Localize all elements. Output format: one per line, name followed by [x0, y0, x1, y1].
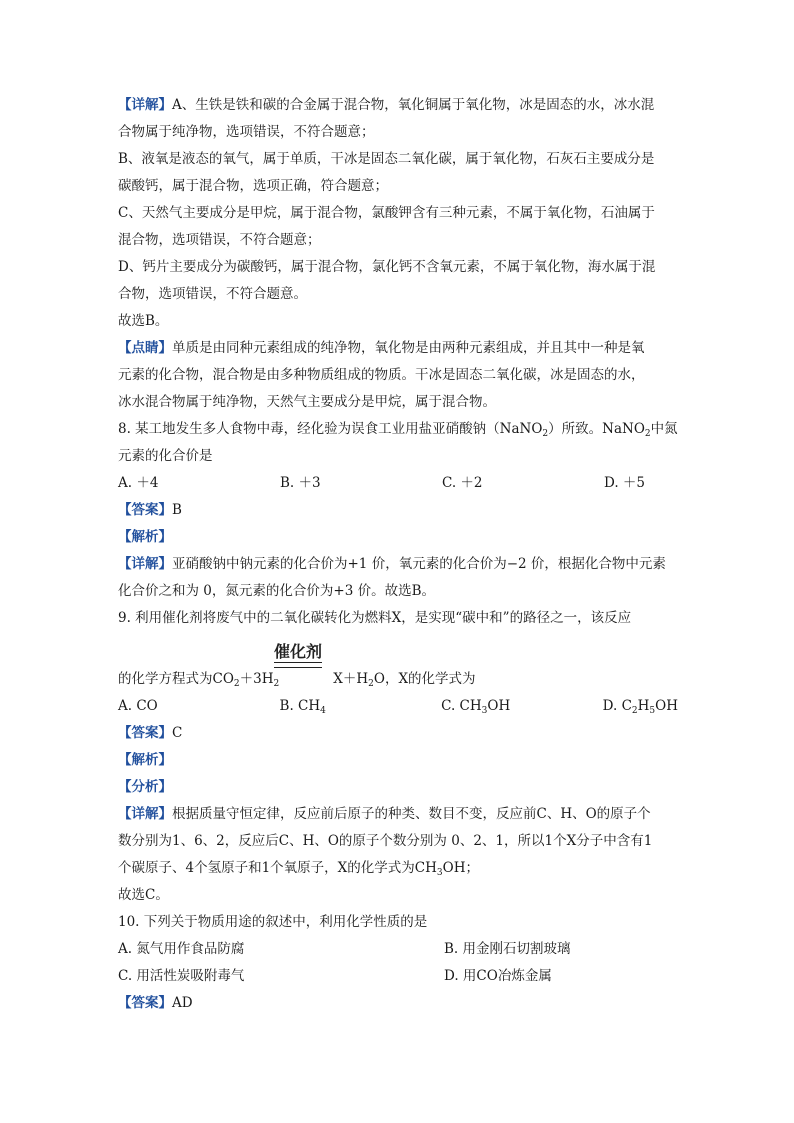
- q10-option-c: C. 用活性炭吸附毒气: [118, 968, 245, 984]
- q9-option-c: C. $CH_3OH$: [441, 698, 511, 716]
- q8-option-b: B. ＋3: [280, 475, 321, 491]
- q8-stem-line2: 元素的化合价是: [118, 448, 213, 464]
- q9-answer: 【答案】C: [118, 725, 183, 741]
- q8-option-c: C. ＋2: [442, 475, 483, 491]
- q9-catalyst-row: [118, 632, 678, 666]
- q9-option-d: D. $C_2H_5OH$: [602, 698, 678, 716]
- q9-fenxi: 【分析】: [118, 779, 172, 795]
- q9-option-a: A. CO: [118, 698, 158, 714]
- q8-detail-line: 化合价之和为 0，氮元素的化合价为+3 价。故选B。: [118, 583, 435, 599]
- q10-answer: 【答案】AD: [118, 995, 193, 1011]
- q7-detail-line: 合物属于纯净物，选项错误，不符合题意；: [118, 124, 375, 140]
- q7-detail-line: 【详解】A、生铁是铁和碳的合金属于混合物，氧化铜属于氧化物，冰是固态的水，冰水混: [118, 97, 655, 113]
- q7-point-line: 元素的化合物，混合物是由多种物质组成的物质。干冰是固态二氧化碳，冰是固态的水，: [118, 367, 645, 383]
- q7-choose: 故选B。: [118, 313, 169, 329]
- q9-analysis: 【解析】: [118, 752, 172, 768]
- q9-stem: 9. 利用催化剂将废气中的二氧化碳转化为燃料X，是实现“碳中和”的路径之一，该反应: [118, 610, 632, 626]
- q9-detail-line: 个碳原子、4个氢原子和1个氧原子，X的化学式为$CH_3OH$；: [118, 860, 479, 878]
- q10-stem: 10. 下列关于物质用途的叙述中，利用化学性质的是: [118, 914, 428, 930]
- q7-detail-line: 碳酸钙，属于混合物，选项正确，符合题意；: [118, 178, 388, 194]
- q8-detail-line: 【详解】亚硝酸钠中钠元素的化合价为+1 价，氧元素的化合价为−2 价，根据化合物中元素: [118, 556, 666, 572]
- q10-option-d: D. 用CO冶炼金属: [444, 968, 552, 984]
- q8-option-d: D. ＋5: [604, 475, 646, 491]
- q7-detail-line: C、天然气主要成分是甲烷，属于混合物，氯酸钾含有三种元素，不属于氧化物，石油属于: [118, 205, 655, 221]
- q9-detail-line: 【详解】根据质量守恒定律，反应前后原子的种类、数目不变，反应前C、H、O的原子个: [118, 806, 651, 822]
- q9-choose: 故选C。: [118, 887, 169, 903]
- q7-point-line: 冰水混合物属于纯净物，天然气主要成分是甲烷，属于混合物。: [118, 394, 496, 410]
- q8-answer: 【答案】B: [118, 502, 182, 518]
- q9-equation: 的化学方程式为$CO_2+3H_2$ $X+H_2O$，X的化学式为: [118, 671, 476, 689]
- q7-detail-line: B、液氧是液态的氧气，属于单质，干冰是固态二氧化碳，属于氧化物，石灰石主要成分是: [118, 151, 655, 167]
- q7-detail-line: D、钙片主要成分为碳酸钙，属于混合物，氯化钙不含氧元素，不属于氧化物，海水属于混: [118, 259, 656, 275]
- q10-options-row2: [118, 963, 678, 990]
- q10-option-a: A. 氮气用作食品防腐: [118, 941, 245, 957]
- point-tag: 【点睛】: [118, 340, 172, 356]
- q7-detail-line: 混合物，选项错误，不符合题意；: [118, 232, 321, 248]
- q8-stem: 8. 某工地发生多人食物中毒，经化验为误食工业用盐亚硝酸钠（NaNO$_2$）所致。NaNO$_2$中氮: [118, 421, 678, 439]
- q9-option-b: B. $CH_4$: [279, 698, 326, 716]
- q10-options-row1: [118, 936, 678, 963]
- q9-detail-line: 数分别为1、6、2，反应后C、H、O的原子个数分别为 0、2、1，所以1个X分子中含有1: [118, 833, 653, 849]
- q7-detail-line: 合物，选项错误，不符合题意。: [118, 286, 307, 302]
- q8-options: [118, 470, 678, 497]
- detail-tag: 【详解】: [118, 97, 172, 113]
- q10-option-b: B. 用金刚石切割玻璃: [444, 941, 571, 957]
- q9-options: [118, 693, 678, 720]
- document-page: [118, 92, 678, 1017]
- q7-point-line: 【点睛】单质是由同种元素组成的纯净物，氧化物是由两种元素组成，并且其中一种是氧: [118, 340, 645, 356]
- q8-option-a: A. ＋4: [118, 475, 159, 491]
- catalyst-label: 催化剂: [274, 642, 323, 661]
- q8-analysis: 【解析】: [118, 529, 172, 545]
